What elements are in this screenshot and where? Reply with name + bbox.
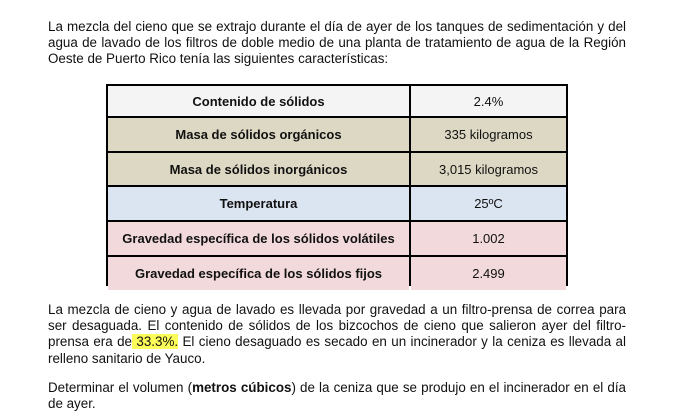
table-row-label: Temperatura xyxy=(108,187,409,220)
table-row-label: Masa de sólidos orgánicos xyxy=(108,118,409,151)
process-text-end: El cieno desaguado es secado en un incinerador y la ceniza es llevada al relleno sanitario de Yauco. xyxy=(48,334,626,366)
table-row-value: 25ºC xyxy=(411,187,566,220)
characteristics-table xyxy=(106,84,568,286)
question-text-end: ) de la ceniza que se produjo en el incinerador en el día de ayer. xyxy=(48,380,626,412)
process-text-start: La mezcla de cieno y agua de lavado es llevada por gravedad a un filtro-prensa de correa para ser desaguada. El contenido de sólidos de los bizcochos de cieno que salieron ayer del filtro-prensa era de xyxy=(48,302,626,350)
table-row-value: 1.002 xyxy=(411,222,566,255)
table-row-value: 2.499 xyxy=(411,257,566,290)
process-paragraph xyxy=(48,302,626,367)
highlighted-solids-content: 33.3%. xyxy=(131,334,179,350)
table-row-label: Gravedad específica de los sólidos volátiles xyxy=(108,222,409,255)
intro-paragraph: La mezcla del cieno que se extrajo durante el día de ayer de los tanques de sedimentación y del agua de lavado de los filtros de doble medio de una planta de tratamiento de agua de la Región Oeste de Puerto Rico tenía las siguientes características: xyxy=(48,19,626,67)
table-row-label: Contenido de sólidos xyxy=(108,86,409,116)
table-row-value: 3,015 kilogramos xyxy=(411,153,566,185)
table-row-label: Gravedad específica de los sólidos fijos xyxy=(108,257,409,290)
question-paragraph xyxy=(48,380,626,412)
table-row-value: 335 kilogramos xyxy=(411,118,566,151)
table-row-label: Masa de sólidos inorgánicos xyxy=(108,153,409,185)
question-units-bold: metros cúbicos xyxy=(192,380,292,395)
table-row-value: 2.4% xyxy=(411,86,566,116)
question-text-start: Determinar el volumen ( xyxy=(48,380,193,395)
